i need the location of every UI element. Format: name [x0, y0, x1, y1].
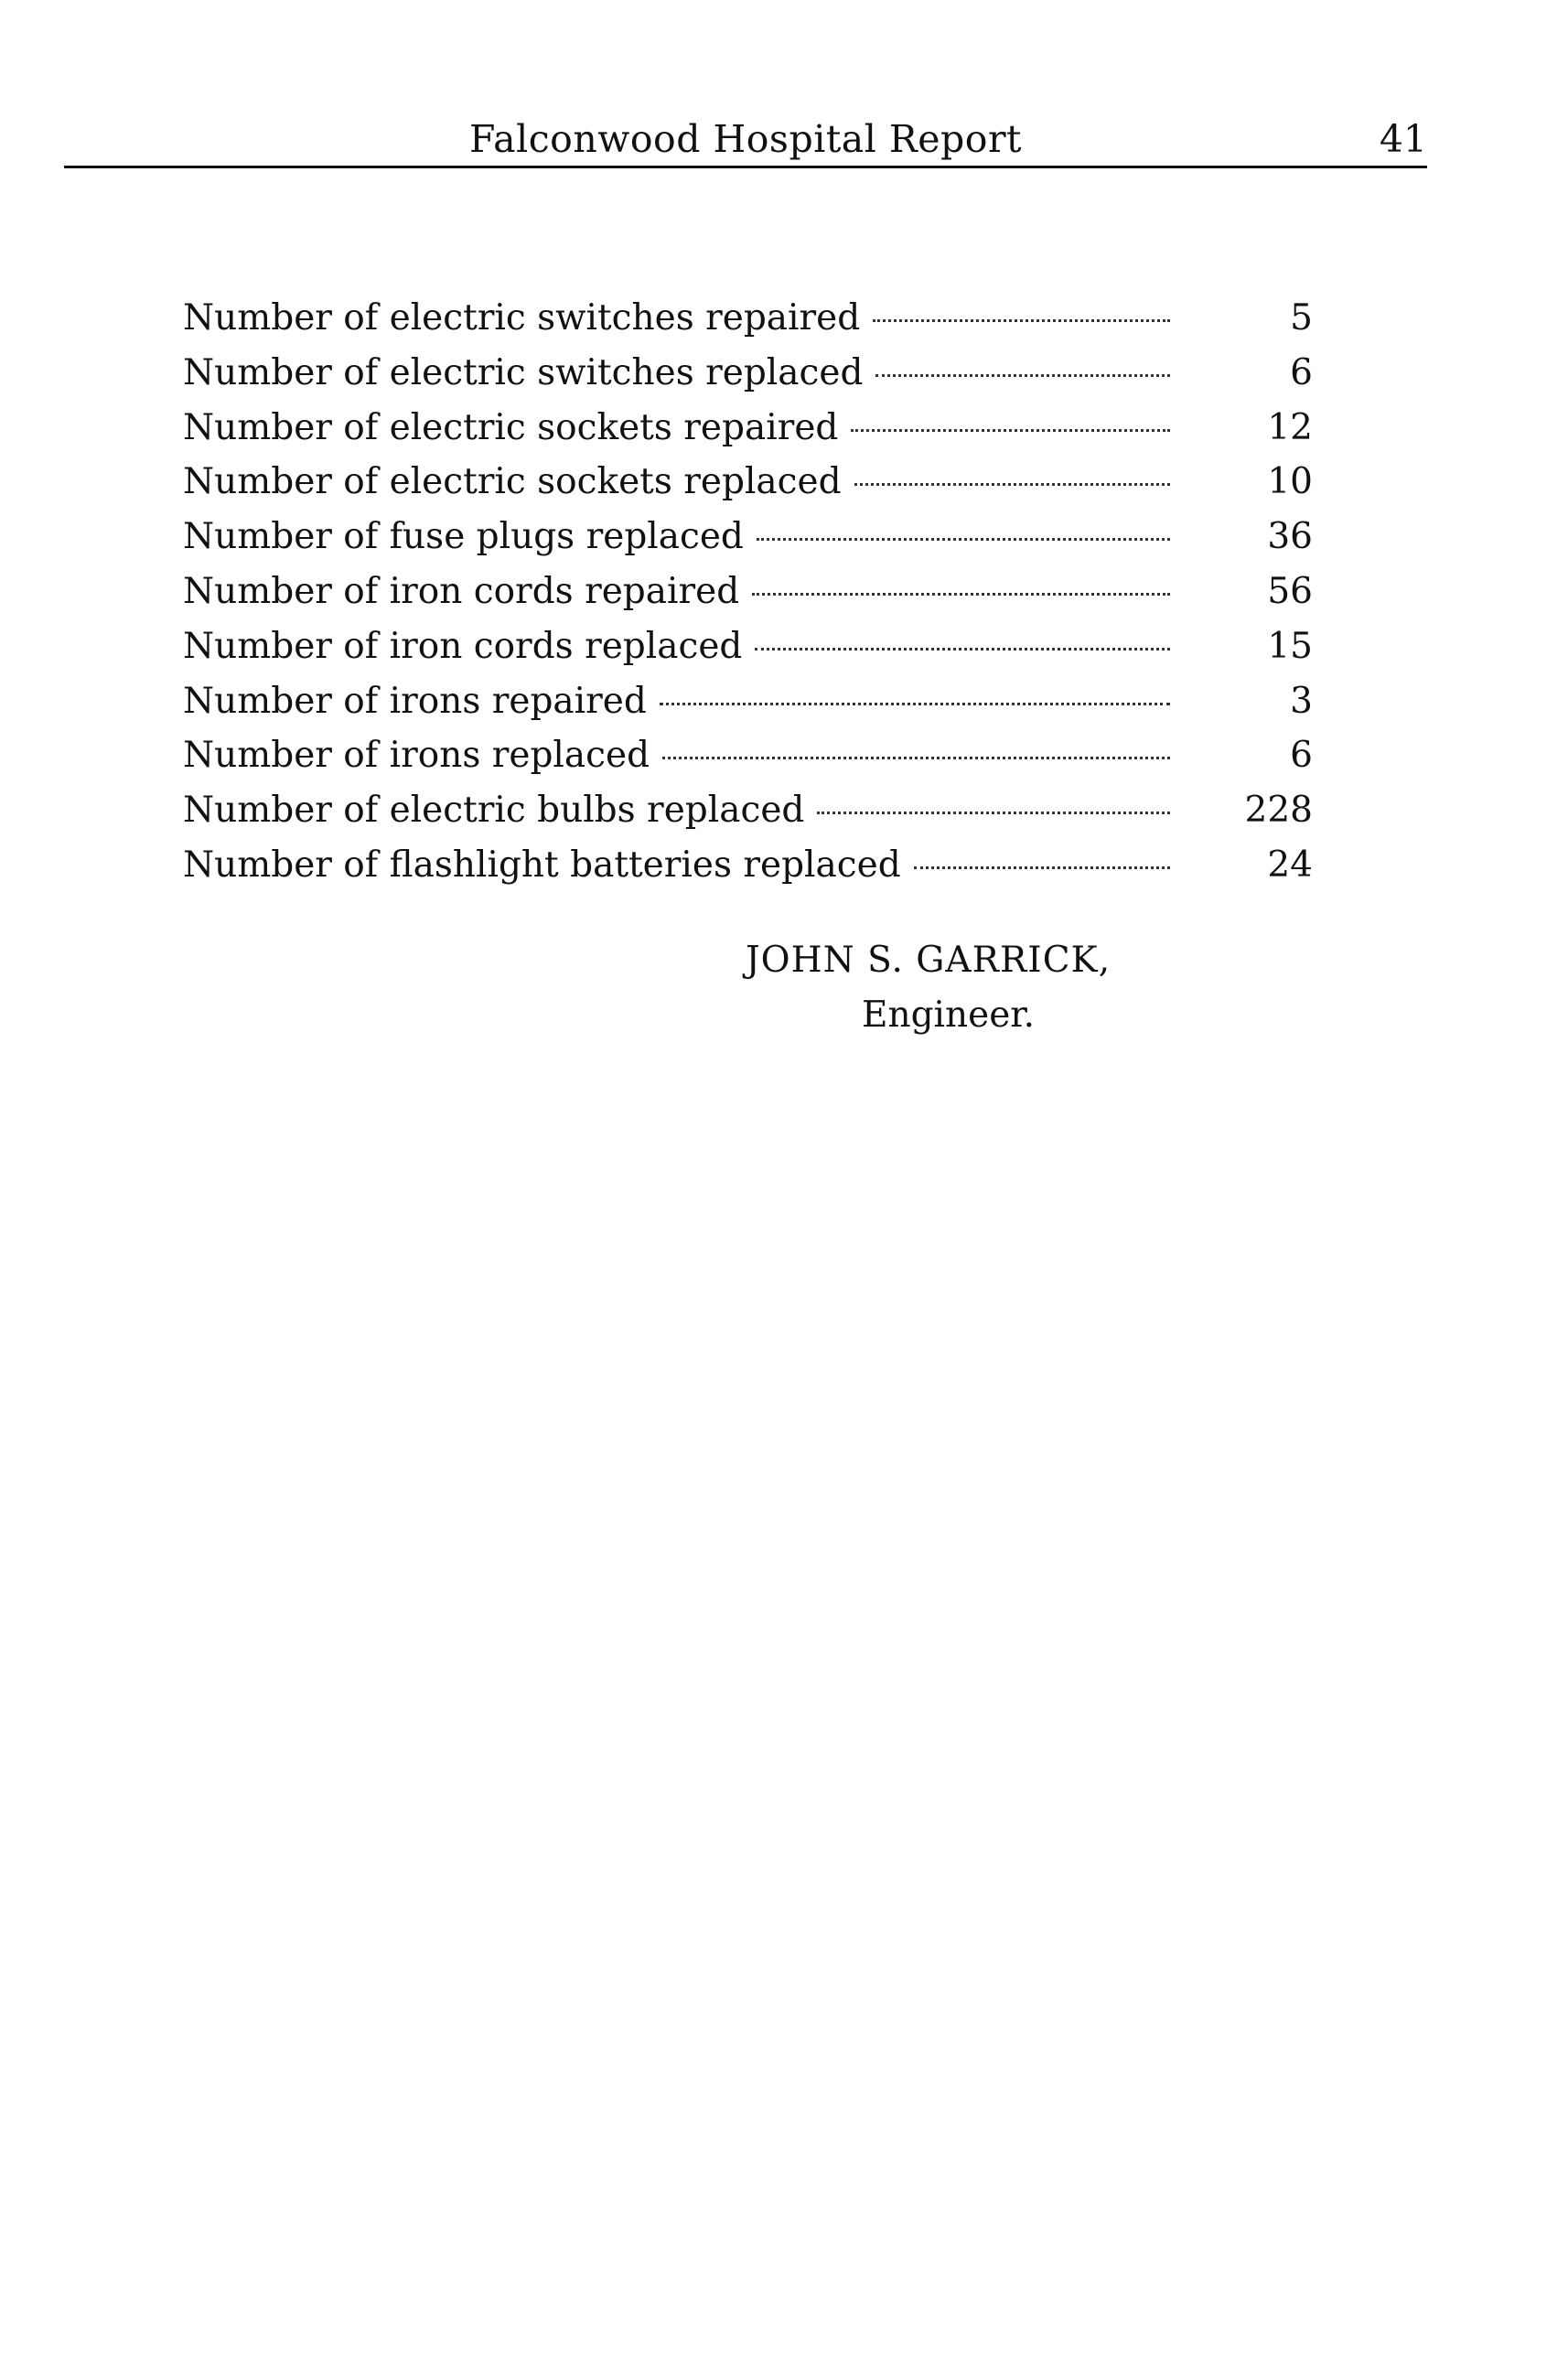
dot-leader — [755, 646, 1170, 651]
dot-leader — [660, 701, 1170, 705]
running-title: Falconwood Hospital Report — [468, 117, 1023, 161]
stat-value: 5 — [1290, 297, 1313, 339]
dot-leader — [875, 372, 1170, 377]
running-header — [64, 110, 1427, 168]
stat-label: Number of electric switches replaced — [183, 351, 864, 393]
stat-label: Number of irons repaired — [183, 680, 647, 722]
dot-leader — [662, 755, 1170, 759]
stat-value: 15 — [1267, 625, 1313, 667]
dot-leader — [914, 865, 1170, 869]
stat-label: Number of irons replaced — [183, 735, 650, 777]
signatory-name: JOHN S. GARRICK, — [746, 940, 1112, 981]
stat-label: Number of electric bulbs replaced — [183, 790, 805, 832]
stat-value: 228 — [1244, 790, 1313, 832]
stat-label: Number of iron cords replaced — [183, 625, 743, 667]
dot-leader — [817, 810, 1170, 814]
dot-leader — [757, 536, 1170, 541]
stat-value: 36 — [1267, 516, 1313, 558]
stat-row — [183, 674, 1313, 729]
stat-row — [183, 565, 1313, 619]
stat-row — [183, 291, 1313, 346]
repair-statistics-list — [183, 291, 1313, 893]
stat-value: 6 — [1290, 735, 1313, 777]
stat-row — [183, 401, 1313, 456]
stat-row — [183, 510, 1313, 565]
stat-row — [183, 346, 1313, 401]
stat-value: 3 — [1290, 680, 1313, 722]
dot-leader — [851, 427, 1170, 432]
stat-value: 24 — [1267, 844, 1313, 886]
stat-value: 12 — [1267, 406, 1313, 448]
header-rule — [64, 166, 1427, 168]
stat-label: Number of fuse plugs replaced — [183, 516, 744, 558]
stat-label: Number of electric switches repaired — [183, 297, 861, 339]
stat-row — [183, 619, 1313, 674]
dot-leader — [873, 317, 1170, 322]
stat-label: Number of electric sockets replaced — [183, 461, 842, 503]
stat-value: 10 — [1267, 461, 1313, 503]
signatory-title: Engineer. — [862, 995, 1036, 1036]
stat-label: Number of flashlight batteries replaced — [183, 844, 901, 886]
stat-row — [183, 783, 1313, 838]
dot-leader — [854, 481, 1170, 486]
stat-row — [183, 728, 1313, 783]
dot-leader — [752, 591, 1170, 596]
page-number: 41 — [1379, 117, 1427, 161]
stat-value: 56 — [1267, 570, 1313, 612]
stat-value: 6 — [1290, 351, 1313, 393]
stat-label: Number of electric sockets repaired — [183, 406, 839, 448]
signature-block — [695, 933, 1208, 1043]
stat-label: Number of iron cords repaired — [183, 570, 740, 612]
stat-row — [183, 838, 1313, 893]
stat-row — [183, 455, 1313, 510]
